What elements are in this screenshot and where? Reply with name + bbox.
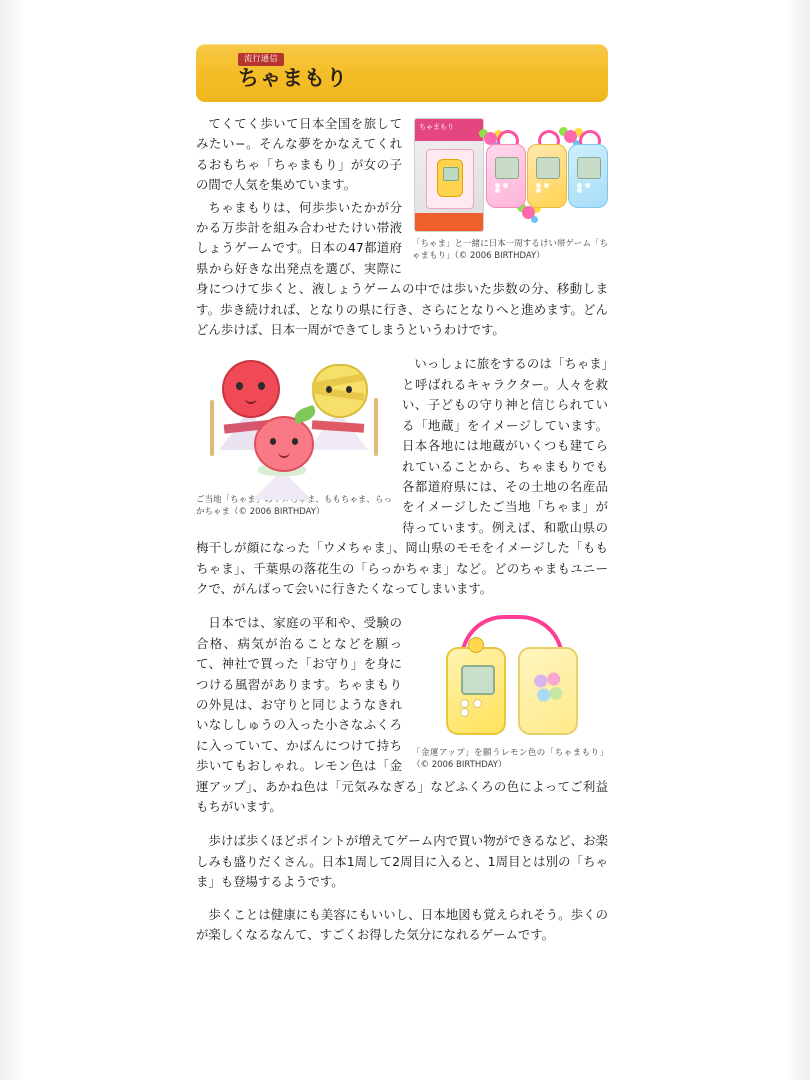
paragraph: ちゃまもりは、何歩歩いたかが分かる万歩計を組み合わせたけい帯液しょうゲームです。日本の47都道府県から好きな出発点を選び、実際に身につけて歩くと、液しょうゲームの中では歩いた歩数の分、移動します。歩き続ければ、となりの県に行き、さらにとなりへと進めます。どんどん歩けば、日本一周ができてしまうというわけです。 (196, 199, 608, 338)
charm-screen (495, 157, 519, 179)
charm-buttons (460, 699, 492, 717)
box-bottom-band (415, 213, 483, 231)
figure-caption: ご当地「ちゃま」のウメちゃま、ももちゃま、らっかちゃま（© 2006 BIRTHDAY） (196, 495, 392, 517)
figure-caption: 「金運アップ」を願うレモン色の「ちゃまもり」（© 2006 BIRTHDAY） (412, 748, 608, 770)
article-section-1 (196, 114, 608, 342)
lemon-charm-pouch (518, 647, 578, 735)
page-title: ちゃまもり (238, 66, 348, 90)
charm-body (568, 144, 608, 208)
article-section-3 (196, 613, 608, 819)
figure-image (412, 114, 608, 236)
character-head (254, 416, 314, 472)
box-title-text: ちゃまもり (419, 123, 454, 131)
section-tag: 流行通信 (238, 53, 284, 66)
paragraph: いっしょに旅をするのは「ちゃま」と呼ばれるキャラクター。人々を救い、子どもの守り神と信じられている「地蔵」をイメージしています。日本各地には地蔵がいくつも建てられていることから、ちゃまもりでも各都道府県には、その土地の名産品をイメージしたご当地「ちゃま」が待っています。例えば、和歌山県の梅干しが顔になった「ウメちゃま」、岡山県のモモをイメージした「ももちゃま」、千葉県の落花生の「らっかちゃま」など。どのちゃまもユニークで、がんばって会いに行きたくなってしまいます。 (196, 356, 608, 596)
charm-device-pink (486, 144, 524, 220)
lemon-charm-device (446, 647, 506, 735)
article-section-5 (196, 905, 608, 946)
charm-screen (577, 157, 601, 179)
embroidery-pattern (530, 667, 566, 707)
figure-caption: 「ちゃま」と一緒に日本一周するけい帯ゲーム「ちゃまもり」（© 2006 BIRTHDAY） (412, 239, 608, 261)
charm-device-yellow (527, 144, 565, 220)
charm-buttons (495, 183, 517, 188)
charm-device-blue (568, 144, 606, 220)
figure-image (412, 613, 608, 745)
staff-icon (210, 400, 214, 456)
article-header-banner (196, 44, 608, 102)
box-device-preview (437, 159, 463, 197)
charm-screen (536, 157, 560, 179)
figure-lemon-charm (412, 613, 608, 771)
paragraph: 歩くことは健康にも美容にもいいし、日本地図も覚えられそう。歩くのが楽しくなるなんて、すごくお得した気分になれるゲームです。 (196, 906, 608, 943)
charm-buttons (536, 183, 558, 188)
charm-screen (461, 665, 495, 695)
charm-body (527, 144, 567, 208)
staff-icon (374, 398, 378, 456)
article-body (196, 44, 608, 947)
charm-body (486, 144, 526, 208)
figure-characters (196, 354, 392, 518)
bell-icon (468, 637, 484, 653)
product-box (414, 118, 484, 232)
charm-buttons (577, 183, 599, 188)
article-section-2 (196, 354, 608, 601)
paragraph: 日本では、家庭の平和や、受験の合格、病気が治ることなどを願って、神社で買った「お守り」を身につける風習があります。ちゃまもりの外見は、お守りと同じようなきれいなししゅうの入った小さなふくろに入っていて、かばんにつけて持ち歩いてもおしゃれ。レモン色は「金運アップ」、あかね色は「元気みなぎる」などふくろの色によってご利益もちがいます。 (196, 615, 608, 814)
article-section-4 (196, 831, 608, 892)
flower-decoration-icon (564, 130, 577, 143)
paragraph: 歩けば歩くほどポイントが増えてゲーム内で買い物ができるなど、お楽しみも盛りだくさん。日本1周して2周目に入ると、1周目とは別の「ちゃま」も登場するようです。 (196, 833, 608, 890)
figure-image (196, 354, 392, 492)
figure-package-and-charms (412, 114, 608, 262)
paragraph: てくてく歩いて日本全国を旅してみたい−。そんな夢をかなえてくれるおもちゃ「ちゃまもり」が女の子の間で人気を集めています。 (196, 116, 402, 193)
